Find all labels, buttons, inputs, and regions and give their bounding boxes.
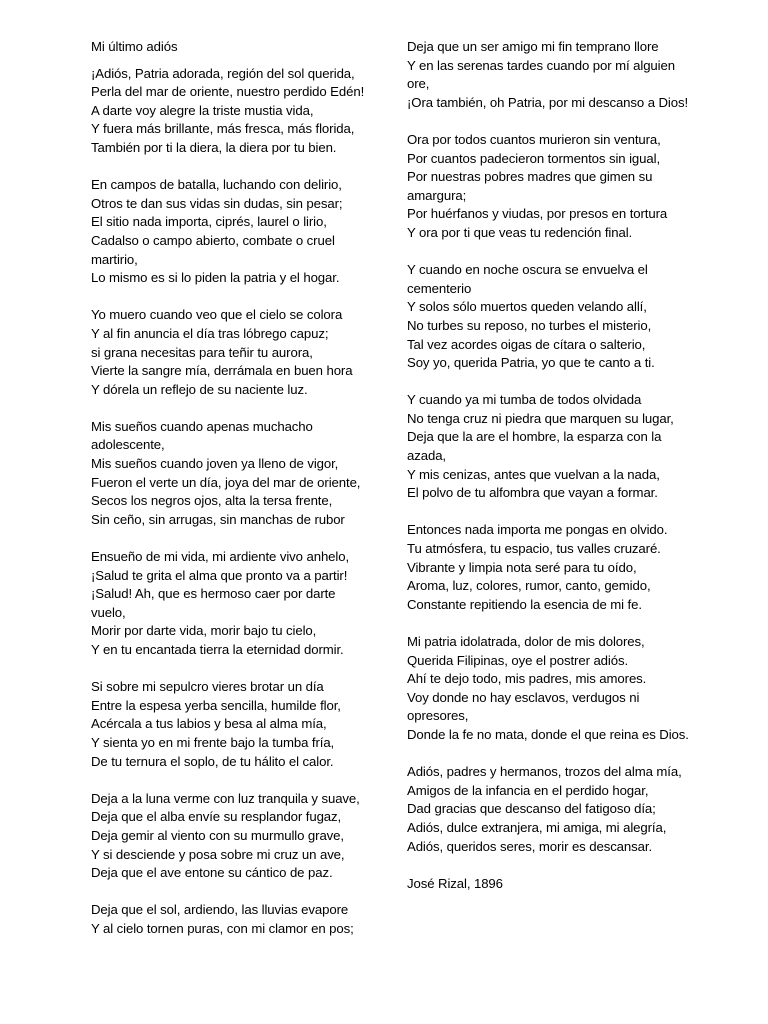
poem-line: Vierte la sangre mía, derrámala en buen hora xyxy=(91,363,353,379)
poem-line: Y solos sólo muertos queden velando allí, xyxy=(407,299,647,315)
poem-line: Entre la espesa yerba sencilla, humilde flor, xyxy=(91,697,341,713)
poem-line: Lo mismo es si lo piden la patria y el hogar. xyxy=(91,270,340,286)
poem-line: Y al fin anuncia el día tras lóbrego capuz; xyxy=(91,325,329,341)
poem-line: Si sobre mi sepulcro vieres brotar un día xyxy=(91,679,324,695)
poem-line: De tu ternura el soplo, de tu hálito el calor. xyxy=(91,753,334,769)
poem-stanza xyxy=(91,418,373,530)
poem-line: Adiós, queridos seres, morir es descansar. xyxy=(407,838,653,854)
poem-line: Donde la fe no mata, donde el que reina es Dios. xyxy=(407,726,689,742)
poem-stanza xyxy=(91,790,373,883)
poem-line: Deja que la are el hombre, la esparza con la azada, xyxy=(407,429,662,464)
poem-line: Constante repitiendo la esencia de mi fe. xyxy=(407,596,642,612)
poem-line: Adiós, dulce extranjera, mi amiga, mi alegría, xyxy=(407,819,667,835)
poem-line: Dad gracias que descanso del fatigoso día; xyxy=(407,801,656,817)
poem-line: Entonces nada importa me pongas en olvido. xyxy=(407,522,668,538)
poem-column-right xyxy=(407,38,689,893)
poem-line: Voy donde no hay esclavos, verdugos ni opresores, xyxy=(407,689,640,724)
poem-line: ¡Ora también, oh Patria, por mi descanso a Dios! xyxy=(407,94,689,110)
poem-line: Deja que el ave entone su cántico de paz. xyxy=(91,865,333,881)
poem-line: Mis sueños cuando apenas muchacho adolescente, xyxy=(91,418,313,453)
poem-line: Y mis cenizas, antes que vuelvan a la nada, xyxy=(407,466,660,482)
poem-signature: José Rizal, 1896 xyxy=(407,875,503,891)
poem-stanza xyxy=(91,901,373,938)
poem-line: A darte voy alegre la triste mustia vida, xyxy=(91,102,314,118)
poem-line: ¡Salud! Ah, que es hermoso caer por darte vuelo, xyxy=(91,586,336,620)
poem-line: Cadalso o campo abierto, combate o cruel martirio, xyxy=(91,232,335,267)
poem-line: Morir por darte vida, morir bajo tu cielo, xyxy=(91,623,317,639)
poem-title: Mi último adiós xyxy=(91,39,178,54)
poem-stanza xyxy=(91,678,373,771)
poem-stanza xyxy=(407,38,689,112)
poem-line: Ensueño de mi vida, mi ardiente vivo anhelo, xyxy=(91,549,350,565)
poem-line: Y al cielo tornen puras, con mi clamor en pos; xyxy=(91,920,354,936)
poem-line: Amigos de la infancia en el perdido hogar, xyxy=(407,782,649,798)
poem-stanza xyxy=(407,131,689,243)
poem-line: Y cuando ya mi tumba de todos olvidada xyxy=(407,392,642,408)
poem-line: Por cuantos padecieron tormentos sin igual, xyxy=(407,150,661,166)
poem-line: Deja que un ser amigo mi fin temprano llore xyxy=(407,39,659,54)
poem-line: Fueron el verte un día, joya del mar de oriente, xyxy=(91,474,361,490)
poem-line: Y si desciende y posa sobre mi cruz un ave, xyxy=(91,846,345,862)
poem-stanza xyxy=(91,548,373,660)
poem-line: Por nuestras pobres madres que gimen su amargura; xyxy=(407,169,653,203)
poem-line: Y cuando en noche oscura se envuelva el cementerio xyxy=(407,262,648,296)
poem-line: Ahí te dejo todo, mis padres, mis amores. xyxy=(407,671,647,687)
poem-line: Sin ceño, sin arrugas, sin manchas de rubor xyxy=(91,511,345,527)
poem-line: No turbes su reposo, no turbes el misterio, xyxy=(407,317,652,333)
poem-stanza xyxy=(407,763,689,856)
poem-line: Ora por todos cuantos murieron sin ventura, xyxy=(407,131,661,147)
poem-stanza xyxy=(91,65,373,158)
poem-line: Deja gemir al viento con su murmullo grave, xyxy=(91,827,344,843)
poem-line: Deja que el sol, ardiendo, las lluvias evapore xyxy=(91,902,349,918)
poem-line: Soy yo, querida Patria, yo que te canto a ti. xyxy=(407,355,655,371)
poem-line: ¡Adiós, Patria adorada, región del sol querida, xyxy=(91,65,355,81)
poem-line: Deja a la luna verme con luz tranquila y suave, xyxy=(91,790,360,806)
poem-line: Y fuera más brillante, más fresca, más florida, xyxy=(91,121,355,137)
poem-stanza xyxy=(407,633,689,745)
poem-stanza xyxy=(91,306,373,399)
poem-line: También por ti la diera, la diera por tu bien. xyxy=(91,139,337,155)
poem-line: Adiós, padres y hermanos, trozos del alma mía, xyxy=(407,764,682,780)
poem-line: Por huérfanos y viudas, por presos en tortura xyxy=(407,206,668,222)
poem-line: Y dórela un reflejo de su naciente luz. xyxy=(91,381,308,397)
poem-line: Tu atmósfera, tu espacio, tus valles cruzaré. xyxy=(407,541,661,557)
poem-line: ¡Salud te grita el alma que pronto va a partir! xyxy=(91,567,348,583)
poem-line: Querida Filipinas, oye el postrer adiós. xyxy=(407,652,629,668)
poem-line: Vibrante y limpia nota seré para tu oído, xyxy=(407,559,637,575)
poem-line: No tenga cruz ni piedra que marquen su lugar, xyxy=(407,410,674,426)
poem-column-left xyxy=(91,38,373,957)
poem-line: El sitio nada importa, ciprés, laurel o lirio, xyxy=(91,214,327,230)
poem-line: Mis sueños cuando joven ya lleno de vigor, xyxy=(91,456,339,472)
poem-line: Y sienta yo en mi frente bajo la tumba fría, xyxy=(91,734,335,750)
poem-line: En campos de batalla, luchando con delirio, xyxy=(91,177,342,193)
poem-line: Mi patria idolatrada, dolor de mis dolores, xyxy=(407,634,645,649)
poem-line: Acércala a tus labios y besa al alma mía, xyxy=(91,716,327,732)
poem-line: Deja que el alba envíe su resplandor fugaz, xyxy=(91,809,342,825)
poem-line: Y en las serenas tardes cuando por mí alguien ore, xyxy=(407,57,675,92)
poem-line: El polvo de tu alfombra que vayan a formar. xyxy=(407,485,658,501)
poem-stanza xyxy=(407,521,689,614)
poem-line: si grana necesitas para teñir tu aurora, xyxy=(91,344,313,360)
poem-line: Yo muero cuando veo que el cielo se colora xyxy=(91,307,343,323)
poem-line: Otros te dan sus vidas sin dudas, sin pesar; xyxy=(91,195,343,211)
poem-line: Secos los negros ojos, alta la tersa frente, xyxy=(91,493,333,509)
poem-line: Aroma, luz, colores, rumor, canto, gemido, xyxy=(407,578,651,594)
poem-line: Y en tu encantada tierra la eternidad dormir. xyxy=(91,642,344,657)
poem-line: Tal vez acordes oigas de cítara o salterio, xyxy=(407,336,646,352)
poem-line: Perla del mar de oriente, nuestro perdido Edén! xyxy=(91,84,365,100)
poem-line: Y ora por ti que veas tu redención final. xyxy=(407,224,633,240)
poem-stanza xyxy=(407,261,689,373)
poem-stanza xyxy=(407,391,689,503)
poem-stanza xyxy=(91,176,373,288)
